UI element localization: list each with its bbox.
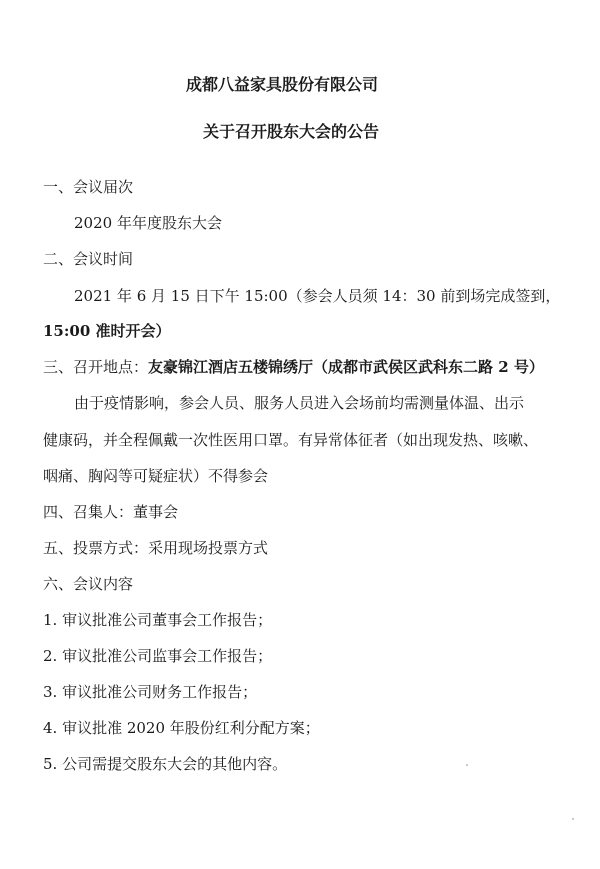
scan-speck <box>466 764 468 766</box>
notice-line-1: 由于疫情影响，参会人员、服务人员进入会场前均需测量体温、出示 <box>74 394 525 412</box>
time-heading: 二、会议时间 <box>43 250 134 268</box>
notice-line-3: 咽痛、胸闷等可疑症状）不得参会 <box>43 467 269 485</box>
voting-line: 五、投票方式：采用现场投票方式 <box>43 539 269 557</box>
time-text: 2021 年 6 月 15 日下午 15:00（参会人员须 14：30 前到场完成签到， <box>74 287 561 305</box>
agenda-item: 4. 审议批准 2020 年股份红利分配方案； <box>43 719 320 737</box>
venue-heading: 三、召开地点： <box>43 358 149 376</box>
venue-value: 友豪锦江酒店五楼锦绣厅（成都市武侯区武科东二路 2 号） <box>148 358 544 376</box>
convener-line: 四、召集人：董事会 <box>43 503 179 521</box>
agenda-heading: 六、会议内容 <box>43 575 134 593</box>
agenda-item: 5. 公司需提交股东大会的其他内容。 <box>43 755 288 773</box>
time-line-1 <box>74 286 560 306</box>
agenda-item: 1. 审议批准公司董事会工作报告； <box>43 611 273 629</box>
session-heading: 一、会议届次 <box>43 178 134 196</box>
company-title: 成都八益家具股份有限公司 <box>186 75 379 94</box>
time-line-2: 15:00 准时开会） <box>43 322 171 340</box>
notice-line-2: 健康码，并全程佩戴一次性医用口罩。有异常体征者（如出现发热、咳嗽、 <box>43 431 539 449</box>
venue-line <box>43 357 544 377</box>
agenda-item: 3. 审议批准公司财务工作报告； <box>43 683 258 701</box>
agenda-item: 2. 审议批准公司监事会工作报告； <box>43 647 273 665</box>
session-value: 2020 年年度股东大会 <box>74 214 222 232</box>
notice-subtitle: 关于召开股东大会的公告 <box>203 122 380 141</box>
scan-speck <box>572 818 574 820</box>
